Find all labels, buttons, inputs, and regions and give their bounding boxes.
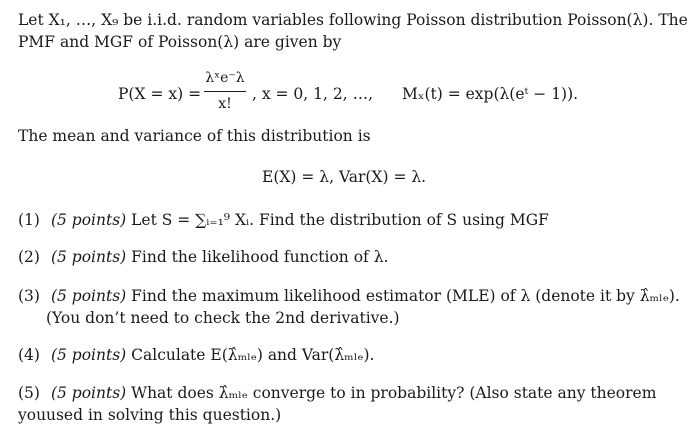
question-2 bbox=[18, 246, 688, 268]
question-text: What does λ̂ₘₗₑ converge to in probability? (Also state any theorem you bbox=[18, 384, 657, 424]
question-number: (5) bbox=[18, 384, 40, 402]
fraction-bar bbox=[204, 91, 246, 92]
question-points: (5 points) bbox=[50, 211, 127, 229]
question-number: (1) bbox=[18, 211, 40, 229]
question-3 bbox=[18, 285, 688, 307]
question-number: (4) bbox=[18, 346, 40, 364]
question-points: (5 points) bbox=[50, 287, 127, 305]
pmf-denominator: x! bbox=[218, 96, 232, 112]
mean-variance-text: The mean and variance of this distribution is bbox=[18, 127, 371, 145]
question-text: Find the maximum likelihood estimator (MLE) of λ (denote it by λ̂ₘₗₑ). bbox=[131, 287, 680, 305]
question-1 bbox=[18, 209, 688, 231]
intro-line-1: Let X₁, …, X₉ be i.i.d. random variables following Poisson distribution Poisson(λ). The bbox=[18, 11, 688, 29]
question-points: (5 points) bbox=[50, 384, 127, 402]
question-text: Let S = ∑ᵢ₌₁⁹ Xᵢ. Find the distribution of S using MGF bbox=[131, 211, 549, 229]
question-5-continuation: used in solving this question.) bbox=[46, 406, 282, 424]
intro-line-2: PMF and MGF of Poisson(λ) are given by bbox=[18, 33, 342, 51]
question-4 bbox=[18, 344, 688, 366]
question-points: (5 points) bbox=[50, 248, 127, 266]
mean-variance-formula: E(X) = λ, Var(X) = λ. bbox=[262, 168, 427, 186]
question-text: Find the likelihood function of λ. bbox=[131, 248, 389, 266]
question-points: (5 points) bbox=[50, 346, 127, 364]
question-3-continuation: (You don’t need to check the 2nd derivative.) bbox=[46, 309, 400, 327]
pmf-support: , x = 0, 1, 2, …, bbox=[252, 85, 374, 103]
mgf-formula: Mₓ(t) = exp(λ(eᵗ − 1)). bbox=[402, 85, 579, 103]
pmf-numerator: λˣe⁻λ bbox=[205, 70, 245, 86]
question-number: (3) bbox=[18, 287, 40, 305]
pmf-lhs: P(X = x) = bbox=[118, 85, 202, 103]
question-number: (2) bbox=[18, 248, 40, 266]
question-text: Calculate E(λ̂ₘₗₑ) and Var(λ̂ₘₗₑ). bbox=[131, 346, 375, 364]
